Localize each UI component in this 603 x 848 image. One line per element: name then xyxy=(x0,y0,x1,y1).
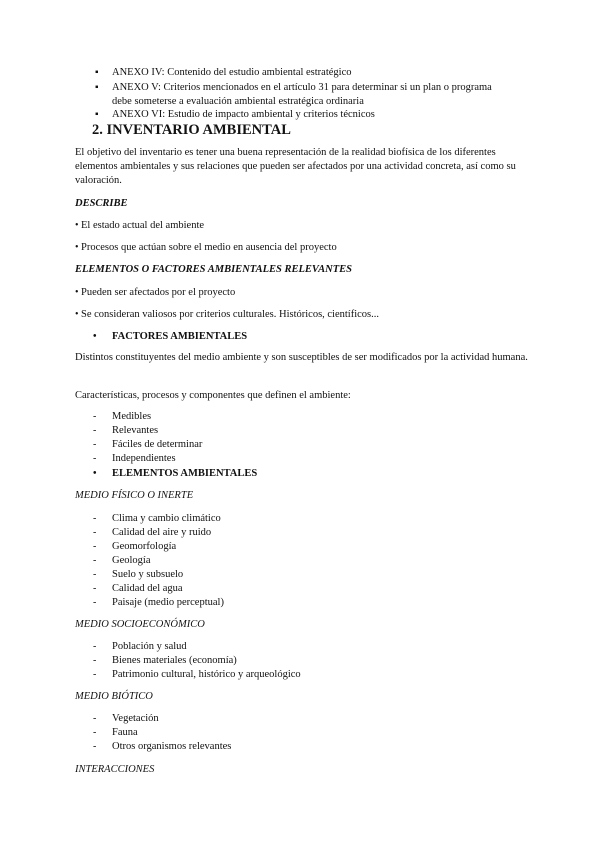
anexo-iv: ANEXO IV: Contenido del estudio ambiental estratégico xyxy=(112,67,352,78)
elementos-title: ELEMENTOS AMBIENTALES xyxy=(112,468,258,479)
bullet-icon: • xyxy=(93,468,97,479)
square-bullet-icon: ▪ xyxy=(95,109,99,120)
dash-icon: - xyxy=(93,453,97,464)
intro-paragraph: El objetivo del inventario es tener una buena representación de la realidad biofísica de los diferentes elementos ambientales y sus relaciones que pueden ser afectados por una actividad concreta, así como su valoración. xyxy=(75,147,516,186)
interacciones-title: INTERACCIONES xyxy=(75,764,155,775)
factores-title: FACTORES AMBIENTALES xyxy=(112,331,248,342)
bullet-icon: • xyxy=(75,242,79,253)
relevantes-item: Pueden ser afectados por el proyecto xyxy=(81,287,236,298)
dash-icon: - xyxy=(93,713,97,724)
dash-icon: - xyxy=(93,569,97,580)
medio-socio-item: Población y salud xyxy=(112,641,187,652)
describe-title: DESCRIBE xyxy=(75,198,128,209)
medio-socio-item: Bienes materiales (economía) xyxy=(112,655,237,666)
square-bullet-icon: ▪ xyxy=(95,67,99,78)
dash-icon: - xyxy=(93,641,97,652)
medio-biotico-item: Otros organismos relevantes xyxy=(112,741,232,752)
dash-icon: - xyxy=(93,541,97,552)
anexo-vi: ANEXO VI: Estudio de impacto ambiental y criterios técnicos xyxy=(112,109,375,120)
dash-icon: - xyxy=(93,527,97,538)
dash-icon: - xyxy=(93,425,97,436)
dash-icon: - xyxy=(93,439,97,450)
medio-socio-item: Patrimonio cultural, histórico y arqueológico xyxy=(112,669,301,680)
factores-item: Fáciles de determinar xyxy=(112,439,203,450)
dash-icon: - xyxy=(93,411,97,422)
medio-fisico-item: Geología xyxy=(112,555,151,566)
dash-icon: - xyxy=(93,555,97,566)
factores-item: Medibles xyxy=(112,411,152,422)
factores-item: Relevantes xyxy=(112,425,159,436)
medio-fisico-item: Paisaje (medio perceptual) xyxy=(112,597,224,608)
medio-biotico-title: MEDIO BIÓTICO xyxy=(75,691,153,702)
medio-fisico-item: Clima y cambio climático xyxy=(112,513,221,524)
square-bullet-icon: ▪ xyxy=(95,82,99,93)
medio-fisico-item: Calidad del agua xyxy=(112,583,183,594)
factores-text: Distintos constituyentes del medio ambiente y son susceptibles de ser modificados por la actividad humana. xyxy=(75,352,528,363)
relevantes-item: Se consideran valiosos por criterios culturales. Históricos, científicos... xyxy=(81,309,380,320)
dash-icon: - xyxy=(93,655,97,666)
factores-item: Independientes xyxy=(112,453,176,464)
medio-biotico-item: Fauna xyxy=(112,727,138,738)
dash-icon: - xyxy=(93,669,97,680)
medio-fisico-title: MEDIO FÍSICO O INERTE xyxy=(75,490,194,501)
bullet-icon: • xyxy=(75,309,79,320)
medio-biotico-item: Vegetación xyxy=(112,713,159,724)
dash-icon: - xyxy=(93,583,97,594)
bullet-icon: • xyxy=(93,331,97,342)
dash-icon: - xyxy=(93,597,97,608)
dash-icon: - xyxy=(93,513,97,524)
describe-item: Procesos que actúan sobre el medio en ausencia del proyecto xyxy=(81,242,337,253)
relevantes-title: ELEMENTOS O FACTORES AMBIENTALES RELEVANTES xyxy=(75,264,352,275)
dash-icon: - xyxy=(93,741,97,752)
medio-socio-title: MEDIO SOCIOECONÓMICO xyxy=(75,619,205,630)
bullet-icon: • xyxy=(75,220,79,231)
anexo-v-cont: debe someterse a evaluación ambiental estratégica ordinaria xyxy=(112,96,364,107)
bullet-icon: • xyxy=(75,287,79,298)
medio-fisico-item: Suelo y subsuelo xyxy=(112,569,184,580)
anexo-v: ANEXO V: Criterios mencionados en el artículo 31 para determinar si un plan o programa xyxy=(112,82,492,93)
describe-item: El estado actual del ambiente xyxy=(81,220,205,231)
section-heading: 2. INVENTARIO AMBIENTAL xyxy=(92,122,291,138)
medio-fisico-item: Geomorfología xyxy=(112,541,177,552)
factores-subtext: Características, procesos y componentes que definen el ambiente: xyxy=(75,390,351,401)
dash-icon: - xyxy=(93,727,97,738)
medio-fisico-item: Calidad del aire y ruido xyxy=(112,527,212,538)
